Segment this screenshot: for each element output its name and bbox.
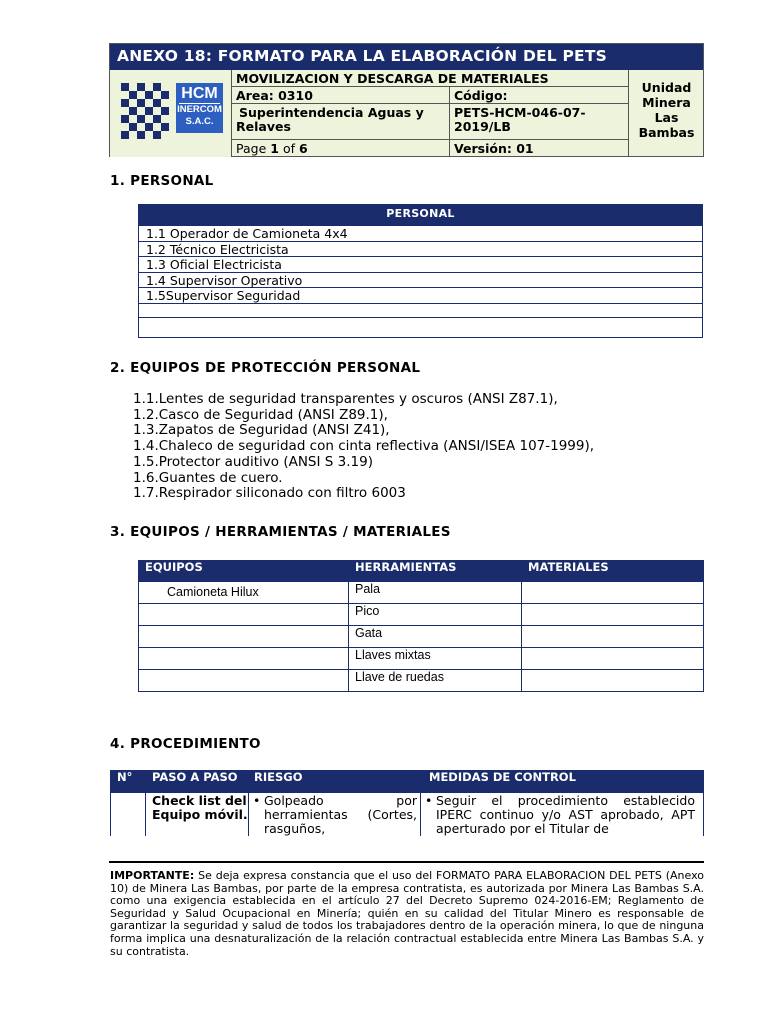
list-item: 1.2.Casco de Seguridad (ANSI Z89.1), <box>133 406 388 423</box>
footer-divider <box>109 861 704 863</box>
list-item: 1.5.Protector auditivo (ANSI S 3.19) <box>133 453 373 470</box>
table-row: 1.3 Oficial Electricista <box>139 256 702 272</box>
equipos-table <box>138 560 704 692</box>
table-row <box>111 791 703 836</box>
column-header: MATERIALES <box>528 560 609 574</box>
version: Versión: 01 <box>454 141 534 156</box>
list-item: 1.7.Respirador siliconado con filtro 6003 <box>133 485 406 502</box>
document-header <box>109 43 704 157</box>
important-label: IMPORTANTE: <box>110 869 195 882</box>
list-item: 1.1.Lentes de seguridad transparentes y oscuros (ANSI Z87.1), <box>133 391 558 407</box>
list-item: 1.6.Guantes de cuero. <box>133 469 283 486</box>
equipos-table-header <box>139 561 703 581</box>
area-code: Area: 0310 <box>232 87 450 104</box>
risk-cell: • Golpeado por herramientas (Cortes, rasguños, <box>249 793 421 836</box>
column-header: EQUIPOS <box>145 560 203 574</box>
list-item: 1.3.Zapatos de Seguridad (ANSI Z41), <box>133 422 390 439</box>
unit-name: Unidad Minera Las Bambas <box>628 70 704 157</box>
section-heading-procedimiento: 4. PROCEDIMIENTO <box>110 736 261 752</box>
column-header: MEDIDAS DE CONTROL <box>429 770 576 784</box>
area-name: Superintendencia Aguas y Relaves <box>232 104 450 140</box>
table-row: Llave de ruedas <box>139 669 703 691</box>
codigo-label: Código: <box>450 87 628 104</box>
column-header: PASO A PASO <box>152 770 238 784</box>
table-row: Llaves mixtas <box>139 647 703 669</box>
table-row: Camioneta Hilux Pala <box>139 581 703 603</box>
procedimiento-table-header <box>111 771 703 791</box>
table-row <box>139 303 702 317</box>
step-name: Check list del Equipo móvil. <box>146 793 249 836</box>
control-text: Seguir el procedimiento establecido IPERC continuo y/o AST aprobado, APT aperturado por el Titular de <box>436 793 695 836</box>
important-text: Se deja expresa constancia que el uso del FORMATO PARA ELABORACION DEL PETS (Anexo 10) de Minera Las Bambas, por parte de la empresa contratista, es autorizada por Minera Las Bambas S.A. como una exigencia establecida en el artículo 27 del Decreto Supremo 024-2016-EM; Reglamento de Seguridad y Salud Ocupacional en Minería; quién en su calidad del Titular Minero es responsable de garantizar la seguridad y salud de todos los trabajadores dentro de la operación minera, lo que de ninguna forma implica una desnaturalización de la relación contractual establecida entre Minera Las Bambas S.A. y su contratista. <box>110 869 705 958</box>
procedimiento-table <box>110 770 704 836</box>
document-title: ANEXO 18: FORMATO PARA LA ELABORACIÓN DEL PETS <box>110 44 703 70</box>
section-heading-personal: 1. PERSONAL <box>110 173 214 189</box>
table-row: 1.2 Técnico Electricista <box>139 241 702 257</box>
personal-table-header: PERSONAL <box>139 205 702 225</box>
control-cell: • Seguir el procedimiento establecido IPERC continuo y/o AST aprobado, APT aperturado por el Titular de <box>425 793 695 836</box>
epp-list <box>133 392 594 502</box>
section-heading-equipos: 3. EQUIPOS / HERRAMIENTAS / MATERIALES <box>110 524 451 540</box>
company-logo <box>110 70 232 157</box>
checkered-logo-icon <box>121 81 224 141</box>
activity-title: MOVILIZACION Y DESCARGA DE MATERIALES <box>232 70 628 87</box>
section-heading-epp: 2. EQUIPOS DE PROTECCIÓN PERSONAL <box>110 360 421 376</box>
risk-text: Golpeado por herramientas (Cortes, rasguños, <box>264 793 417 836</box>
page-indicator: Page 1 of 6 <box>232 140 450 157</box>
personal-table <box>138 204 703 338</box>
codigo-value: PETS-HCM-046-07-2019/LB <box>450 104 628 140</box>
table-row: 1.4 Supervisor Operativo <box>139 272 702 288</box>
column-header: N° <box>117 770 133 784</box>
table-row: 1.1 Operador de Camioneta 4x4 <box>139 225 702 241</box>
column-header: HERRAMIENTAS <box>355 560 457 574</box>
table-row: Gata <box>139 625 703 647</box>
column-header: RIESGO <box>254 770 303 784</box>
table-row: Pico <box>139 603 703 625</box>
table-row: 1.5Supervisor Seguridad <box>139 287 702 303</box>
table-row <box>139 317 702 337</box>
list-item: 1.4.Chaleco de seguridad con cinta reflectiva (ANSI/ISEA 107-1999), <box>133 438 595 455</box>
footer-notice <box>110 870 704 958</box>
hcm-logo-badge: HCM INERCOM S.A.C. <box>176 83 223 133</box>
